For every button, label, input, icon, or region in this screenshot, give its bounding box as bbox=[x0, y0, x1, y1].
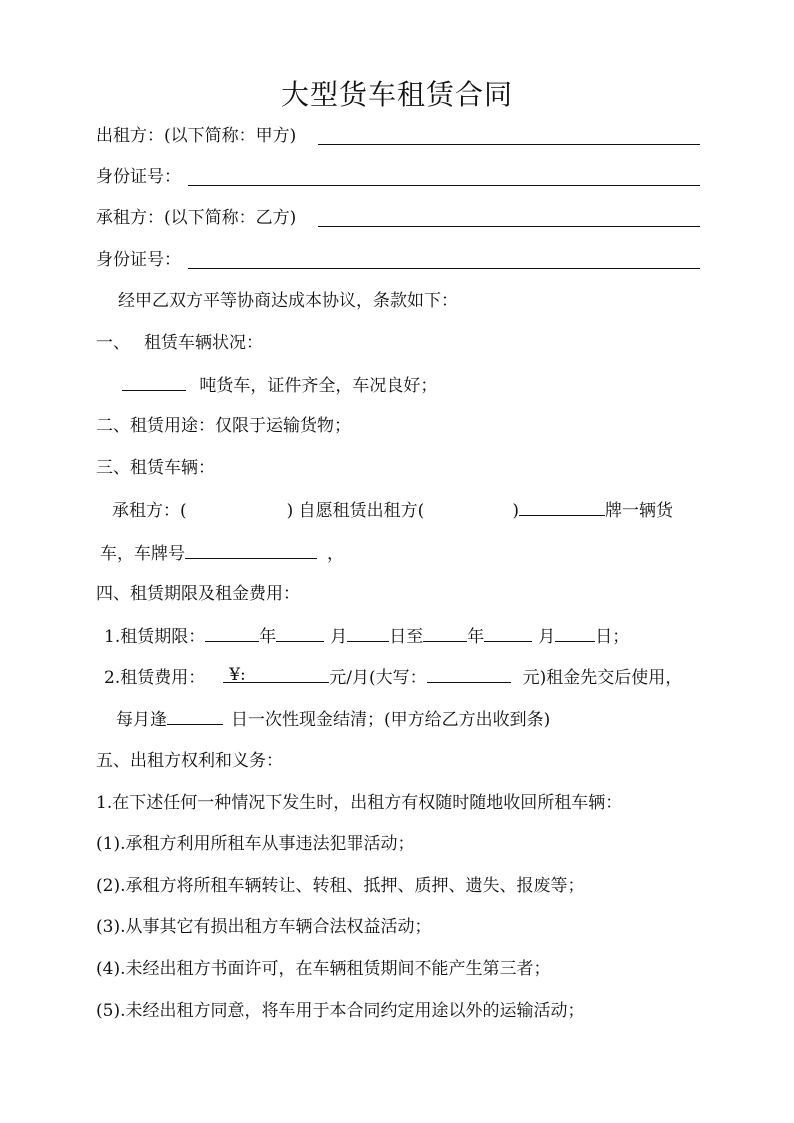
monthly-fee-blank[interactable]: ¥: bbox=[223, 666, 329, 683]
plate-number-blank[interactable] bbox=[185, 542, 317, 559]
end-year-blank[interactable] bbox=[423, 625, 467, 642]
lessee-label: 承租方：(以下简称：乙方) bbox=[96, 208, 297, 228]
brand-blank[interactable] bbox=[519, 499, 605, 516]
end-month-blank[interactable] bbox=[484, 625, 532, 642]
end-day-blank[interactable] bbox=[555, 625, 595, 642]
tonnage-blank[interactable] bbox=[122, 374, 186, 391]
section-3: 三、租赁车辆： bbox=[96, 458, 215, 478]
section-5: 五、出租方权利和义务： bbox=[96, 751, 283, 771]
section-1-title: 租赁车辆状况： bbox=[144, 333, 263, 353]
section-5-item-1: (1).承租方利用所租车从事违法犯罪活动； bbox=[96, 834, 415, 854]
fee-in-words-blank[interactable] bbox=[427, 666, 511, 683]
section-3-line-1: 承租方：( ) 自愿租赁出租方( ) 牌一辆货 bbox=[112, 501, 673, 521]
section-5-item-4: (4).未经出租方书面许可，在车辆租赁期间不能产生第三者； bbox=[96, 959, 551, 979]
section-4: 四、租赁期限及租金费用： bbox=[96, 584, 300, 604]
section-5-item-2: (2).承租方将所租车辆转让、转租、抵押、质押、遗失、报废等； bbox=[96, 876, 585, 896]
section-5-item-3: (3).从事其它有损出租方车辆合法权益活动； bbox=[96, 917, 432, 937]
lessor-blank[interactable] bbox=[318, 144, 700, 145]
rental-period-line: 1.租赁期限： 年 月 日至 年 月 日； bbox=[104, 627, 630, 647]
section-5-clause-1: 1.在下述任何一种情况下发生时，出租方有权随时随地收回所租车辆： bbox=[96, 793, 623, 813]
lessee-id-blank[interactable] bbox=[188, 268, 700, 269]
payment-day-line: 每月逢 日一次性现金结清；(甲方给乙方出收到条) bbox=[116, 710, 551, 730]
section-2: 二、租赁用途：仅限于运输货物； bbox=[96, 416, 351, 436]
preamble: 经甲乙双方平等协商达成本协议，条款如下： bbox=[118, 291, 458, 311]
section-5-item-5: (5).未经出租方同意，将车用于本合同约定用途以外的运输活动； bbox=[96, 1001, 585, 1021]
lessor-label: 出租方：(以下简称：甲方) bbox=[96, 126, 297, 146]
lessor-id-blank[interactable] bbox=[188, 185, 700, 186]
start-year-blank[interactable] bbox=[205, 625, 259, 642]
lessor-id-label: 身份证号： bbox=[96, 167, 181, 187]
start-day-blank[interactable] bbox=[347, 625, 389, 642]
document-title: 大型货车租赁合同 bbox=[280, 78, 513, 111]
lessee-id-label: 身份证号： bbox=[96, 250, 181, 270]
lessee-blank[interactable] bbox=[318, 226, 700, 227]
section-1-number: 一、 bbox=[96, 333, 130, 353]
rental-fee-line: 2.租赁费用： ¥: 元/月(大写： 元)租金先交后使用， bbox=[104, 665, 683, 688]
start-month-blank[interactable] bbox=[276, 625, 324, 642]
section-1-body: 吨货车，证件齐全，车况良好； bbox=[122, 374, 437, 397]
payment-day-blank[interactable] bbox=[167, 708, 223, 725]
section-3-line-2: 车，车牌号 ， bbox=[100, 544, 344, 564]
